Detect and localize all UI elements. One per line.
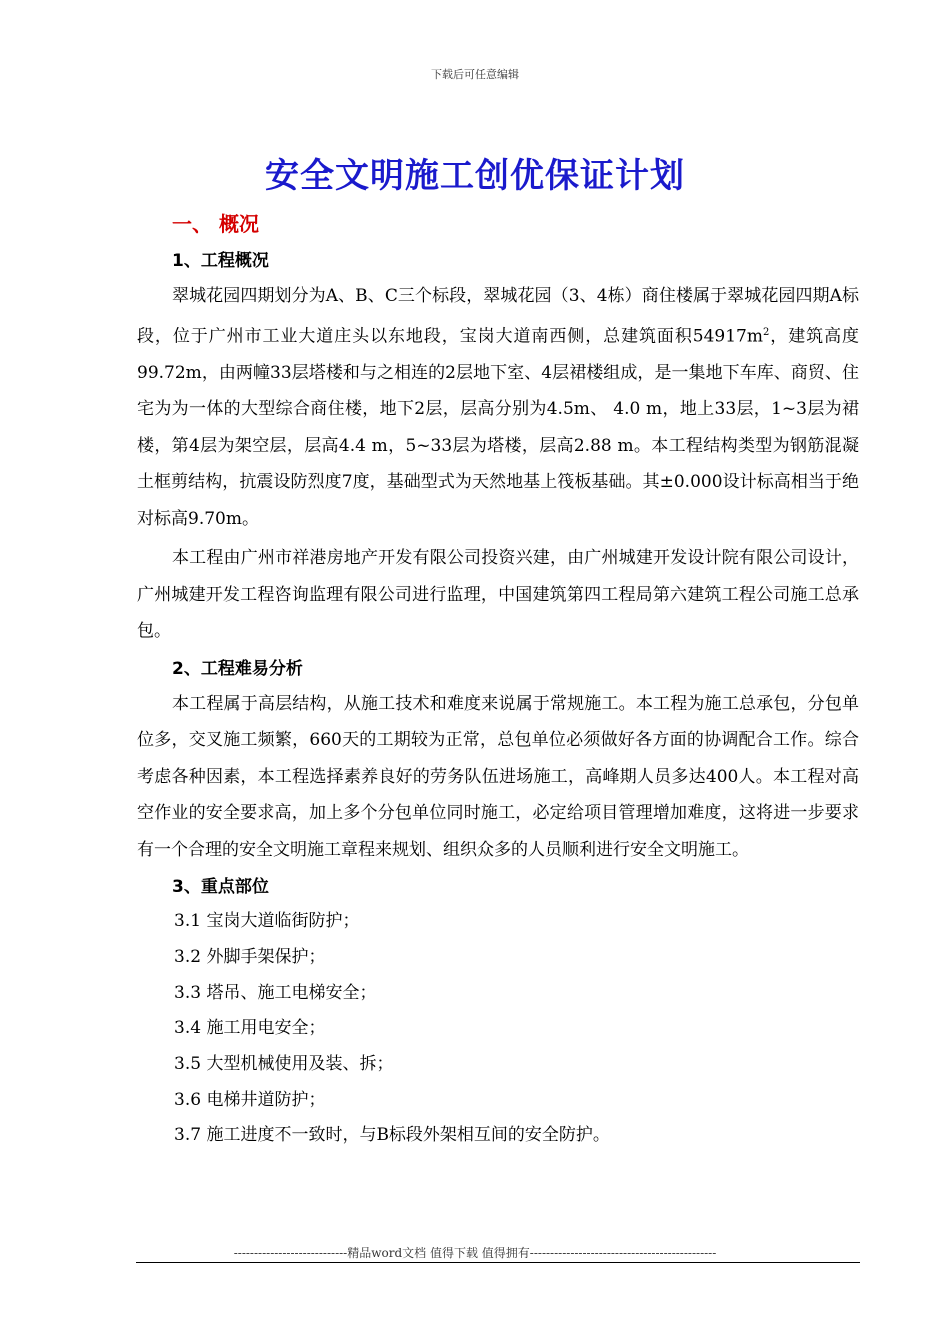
footer-divider — [136, 1262, 860, 1263]
list-item: 3.7 施工进度不一致时，与B标段外架相互间的安全防护。 — [174, 1125, 610, 1146]
list-item: 3.3 塔吊、施工电梯安全； — [174, 982, 377, 1003]
section-heading-overview: 一、 概况 — [172, 212, 259, 236]
document-title: 安全文明施工创优保证计划 — [265, 156, 685, 196]
paragraph-project-overview-part2: ，建筑高度99.72m，由两幢33层塔楼和与之相连的2层地下室、4层裙楼组成，是一集地下车库、商贸、住宅为为一体的大型综合商住楼，地下2层，层高分别为4.5m、 4.0 m，地上33层，1~3层为裙楼，第4层为架空层，层高4.4 m，5~33层为塔楼，层高2.88 m。本工程结构类型为钢筋混凝土框剪结构，抗震设防烈度7度，基础型式为天然地基上筏板基础。其±0.000设计标高相当于绝对标高9.70m。 — [137, 326, 860, 529]
key-areas-list — [137, 904, 859, 1154]
list-item: 3.1 宝岗大道临街防护； — [174, 911, 360, 932]
document-body — [137, 245, 859, 1154]
list-item: 3.6 电梯井道防护； — [174, 1089, 326, 1110]
list-item: 3.2 外脚手架保护； — [174, 946, 326, 967]
paragraph-project-overview-part1: 翠城花园四期划分为A、B、C三个标段，翠城花园（3、4栋）商住楼属于翠城花园四期A标段，位于广州市工业大道庄头以东地段，宝岗大道南西侧，总建筑面积54917m — [137, 286, 859, 347]
paragraph-difficulty-analysis: 本工程属于高层结构，从施工技术和难度来说属于常规施工。本工程为施工总承包，分包单位多，交叉施工频繁，660天的工期较为正常，总包单位必须做好各方面的协调配合工作。综合考虑各种因素，本工程选择素养良好的劳务队伍进场施工，高峰期人员多达400人。本工程对高空作业的安全要求高，加上多个分包单位同时施工，必定给项目管理增加难度，这将进一步要求有一个合理的安全文明施工章程来规划、组织众多的人员顺利进行安全文明施工。 — [137, 693, 859, 860]
header-note: 下载后可任意编辑 — [431, 68, 519, 81]
paragraph-project-parties: 本工程由广州市祥港房地产开发有限公司投资兴建，由广州城建开发设计院有限公司设计，广州城建开发工程咨询监理有限公司进行监理，中国建筑第四工程局第六建筑工程公司施工总承包。 — [137, 548, 859, 642]
list-item: 3.5 大型机械使用及装、拆； — [174, 1053, 394, 1074]
subheading-key-areas: 3、重点部位 — [172, 877, 269, 898]
footer-text: ----------------------------精品word文档 值得下载 值得拥有---------------------------------------------- — [233, 1246, 717, 1260]
subheading-difficulty-analysis: 2、工程难易分析 — [172, 658, 303, 679]
subheading-project-overview: 1、工程概况 — [172, 251, 269, 271]
list-item: 3.4 施工用电安全； — [174, 1018, 326, 1039]
paragraph-project-overview — [137, 278, 859, 537]
superscript-2: 2 — [762, 326, 770, 338]
